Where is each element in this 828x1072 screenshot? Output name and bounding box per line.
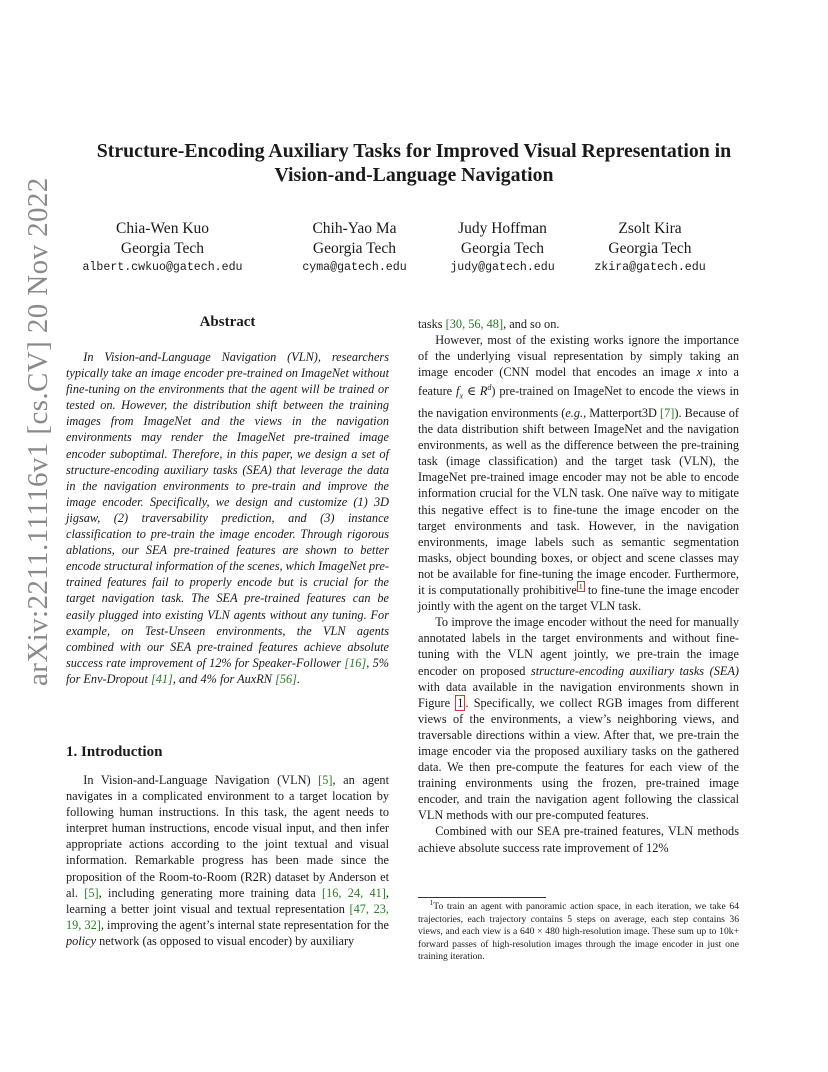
author-email[interactable]: zkira@gatech.edu xyxy=(594,261,706,274)
figure-1-link[interactable]: 1 xyxy=(457,695,464,710)
citation-41[interactable]: [41] xyxy=(150,671,173,686)
author-1 xyxy=(80,219,245,277)
footnote xyxy=(418,897,739,964)
math-space xyxy=(480,384,492,398)
body-text: into a feature xyxy=(418,365,739,399)
intro-heading: 1. Introduction xyxy=(66,744,163,760)
author-affiliation: Georgia Tech xyxy=(460,239,545,257)
citation-5[interactable]: [5] xyxy=(318,773,333,787)
abstract-text-3: , and 4% for AuxRN xyxy=(172,671,276,686)
abstract-text-2: , 5% for Env-Dropout xyxy=(66,655,389,686)
author-name: Judy Hoffman xyxy=(458,220,547,237)
author-name: Chih-Yao Ma xyxy=(312,220,397,237)
citation-47-23-19-32[interactable]: [47, 23, 19, 32] xyxy=(66,901,389,932)
abstract-section xyxy=(66,312,389,687)
math-R: R xyxy=(479,384,488,399)
citation-5b[interactable]: [5] xyxy=(84,885,99,900)
body-italic: e.g., xyxy=(565,406,587,421)
citation-56[interactable]: [56] xyxy=(275,671,297,686)
title-line-1: Structure-Encoding Auxiliary Tasks for Improved Visual Representation in xyxy=(96,140,732,162)
body-text: tasks xyxy=(418,317,446,331)
body-text: to fine-tune the image encoder jointly with the agent on the target VLN task. xyxy=(418,583,739,614)
citation-16-24-41[interactable]: [16, 24, 41] xyxy=(322,885,386,900)
body-text: However, most of the existing works ignore the importance of the underlying visual representation by simply taking an image encoder (CNN model that encodes an image xyxy=(418,333,739,380)
right-paragraph-4 xyxy=(418,823,739,855)
footnote-mark: 1 xyxy=(429,897,434,907)
intro-italic: policy xyxy=(66,933,97,948)
body-text: Matterport3D xyxy=(586,406,661,421)
author-email[interactable]: cyma@gatech.edu xyxy=(302,261,407,274)
intro-text: network (as opposed to visual encoder) by auxiliary xyxy=(96,933,355,948)
author-email[interactable]: albert.cwkuo@gatech.edu xyxy=(82,261,243,274)
footnote-text: To train an agent with panoramic action space, in each iteration, we take 64 trajectories, each trajectory contains 5 steps on average, each step contains 36 views, and each view is a 640 × 480 high-resolution image. These sum up to 10k+ forward passes of high-resolution images through the image encoder in just one training iteration. xyxy=(418,901,739,963)
intro-paragraph xyxy=(66,772,389,949)
abstract-text-4: . xyxy=(296,671,301,686)
math-x: x xyxy=(696,365,703,380)
math-feature xyxy=(456,384,464,401)
citation-7[interactable]: [7] xyxy=(660,406,675,421)
author-name: Zsolt Kira xyxy=(618,220,682,237)
arxiv-side-stamp[interactable]: arXiv:2211.11116v1 [cs.CV] 20 Nov 2022 xyxy=(22,177,54,686)
right-paragraph-3 xyxy=(418,614,739,823)
citation-16[interactable]: [16] xyxy=(344,655,367,670)
footnote-link[interactable]: 1 xyxy=(578,581,583,591)
right-column xyxy=(418,316,739,856)
body-text: Combined with our SEA pre-trained features, VLN methods achieve absolute success rate improvement of 12% xyxy=(418,824,739,855)
math-sup-d: d xyxy=(487,383,492,393)
abstract-heading: Abstract xyxy=(199,314,256,330)
math-f: f xyxy=(456,384,460,399)
author-email[interactable]: judy@gatech.edu xyxy=(450,261,555,274)
intro-text: , including generating more training data xyxy=(98,885,323,900)
citation-30-56-48[interactable]: [30, 56, 48] xyxy=(445,317,504,331)
intro-text: , improving the agent’s internal state representation for the xyxy=(100,917,389,932)
author-affiliation: Georgia Tech xyxy=(120,239,205,257)
title-line-2: Vision-and-Language Navigation xyxy=(274,164,554,186)
paper-title xyxy=(60,139,768,187)
author-affiliation: Georgia Tech xyxy=(312,239,397,257)
body-text: To improve the image encoder without the need for manually annotated labels in the target environments and without fine-tuning with the VLN agent jointly, we pre-train the image encoder on proposed xyxy=(418,615,739,678)
intro-text: In Vision-and-Language Navigation (VLN) xyxy=(83,773,319,787)
author-block xyxy=(80,219,748,279)
math-in: ∈ xyxy=(463,384,480,399)
body-text: . Specifically, we collect RGB images from different views of the environments, a view’s neighboring views, and traversable directions within a view. After that, we pre-train the image encoder via the proposed auxiliary tasks on the gathered data. We then pre-compute the features for each view of the training environments using the frozen, pre-trained image encoder, and train the navigation agent following the classical VLN methods with our pre-computed features. xyxy=(418,695,739,823)
right-paragraph-2 xyxy=(418,332,739,614)
intro-text: , learning a better joint visual and textual representation xyxy=(66,885,389,916)
body-italic: structure-encoding auxiliary tasks (SEA) xyxy=(530,663,739,678)
abstract-body xyxy=(66,349,389,687)
body-text: ). Because of the data distribution shift between ImageNet and the navigation environments, as well as the difference between the pre-training task (image classification) and the target task (VLN), the ImageNet pre-trained image encoder may not be able to encode information crucial for the VLN task. One naïve way to mitigate this negative effect is to fine-tune the image encoder on the target environments and task. However, in the navigation environments, image labels such as semantic segmentation masks, object bounding boxes, or object and scene classes may not be available for fine-tuning the image encoder. Furthermore, it is computationally prohibitive xyxy=(418,406,739,598)
right-continuation xyxy=(418,316,739,332)
author-4 xyxy=(585,219,715,277)
intro-text: , an agent navigates in a complicated environment to a target location by following human instructions. In this task, the agent needs to interpret human instructions, encode visual input, and then infer appropriate actions according to the joint textual and visual information. Remarkable progress has been made since the proposition of the Room-to-Room (R2R) dataset by Anderson et al. xyxy=(66,773,389,900)
math-sub-x: x xyxy=(459,391,464,401)
body-text: with data available in the navigation environments shown in Figure xyxy=(418,679,739,710)
author-name: Chia-Wen Kuo xyxy=(115,220,210,237)
author-affiliation: Georgia Tech xyxy=(608,239,692,257)
abstract-text-1: In Vision-and-Language Navigation (VLN), researchers typically take an image encoder pre-trained on ImageNet without fine-tuning on the environments that the agent will be trained or tested on. However, the distribution shift between the training images from ImageNet and the views in the navigation environments may render the ImageNet pre-trained image encoder suboptimal. Therefore, in this paper, we design a set of structure-encoding auxiliary tasks (SEA) that leverage the data in the navigation environments to pre-train and improve the image encoder. Specifically, we design and customize (1) 3D jigsaw, (2) traversability prediction, and (3) instance classification to pre-train the image encoder. Through rigorous ablations, our SEA pre-trained features are shown to better encode structural information of the scenes, which ImageNet pre-trained features fail to properly encode but is crucial for the target navigation task. The SEA pre-trained features can be easily plugged into existing VLN agents without any tuning. For example, on Test-Unseen environments, the VLN agents combined with our SEA pre-trained features achieve absolute success rate improvement of 12% for Speaker-Follower xyxy=(66,350,389,670)
body-text: , and so on. xyxy=(503,317,560,331)
footnote-rule xyxy=(418,897,546,898)
author-2 xyxy=(292,219,417,277)
intro-body xyxy=(66,772,389,949)
body-text: ) pre-trained on ImageNet to encode the views in the navigation environments ( xyxy=(418,384,740,421)
author-3 xyxy=(440,219,565,277)
